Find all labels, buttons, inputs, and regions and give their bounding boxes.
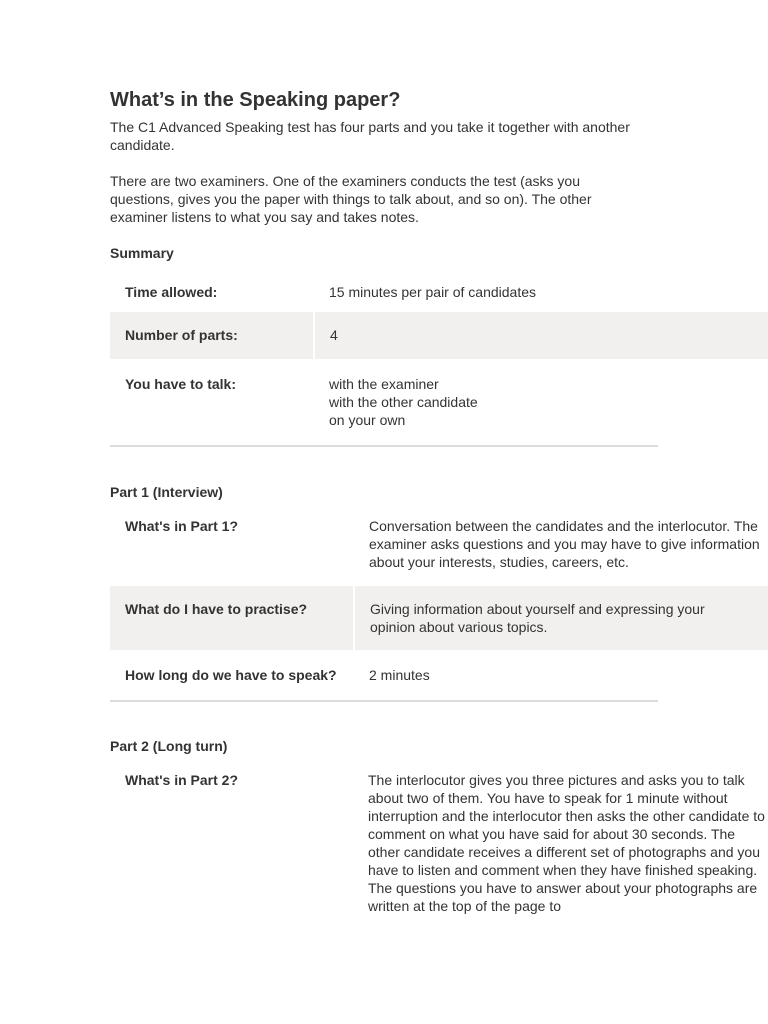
part2-whats-in-value: The interlocutor gives you three pictures and asks you to talk about two of them. You have to speak for 1 minute without interruption and the interlocutor then asks the other candidate to comment on what you have said for about 30 seconds. The other candidate receives a different set of photographs and you have to listen and comment when they have finished speaking. The questions you have to answer about your photographs are written at the top of the page to	[368, 772, 765, 914]
part1-heading: Part 1 (Interview)	[110, 484, 223, 500]
table-row	[110, 650, 768, 700]
part1-whats-in-label: What's in Part 1?	[125, 518, 239, 534]
table-row	[110, 359, 768, 445]
part2-table	[110, 762, 768, 915]
part1-whats-in-value: Conversation between the candidates and the interlocutor. The examiner asks questions and you may have to give information about your interests, studies, careers, etc.	[369, 518, 760, 570]
summary-table	[110, 274, 768, 445]
table-row	[110, 508, 768, 586]
part2-heading: Part 2 (Long turn)	[110, 738, 228, 754]
talk-option: with the other candidate	[329, 394, 478, 410]
time-allowed-label: Time allowed:	[125, 284, 218, 300]
part1-practise-value: Giving information about yourself and expressing your opinion about various topics.	[370, 601, 705, 635]
part1-how-long-label: How long do we have to speak?	[125, 667, 337, 683]
talk-option: on your own	[329, 412, 406, 428]
part1-how-long-value: 2 minutes	[369, 667, 430, 683]
part2-whats-in-label: What's in Part 2?	[125, 772, 239, 788]
you-have-to-talk-label: You have to talk:	[125, 376, 236, 392]
intro-paragraph: The C1 Advanced Speaking test has four parts and you take it together with another candidate.	[110, 119, 630, 153]
number-of-parts-label: Number of parts:	[110, 312, 314, 359]
table-row	[110, 274, 768, 312]
summary-heading: Summary	[110, 245, 174, 261]
talk-option: with the examiner	[329, 376, 439, 392]
divider	[110, 445, 658, 447]
page-title: What’s in the Speaking paper?	[110, 89, 401, 111]
part1-table	[110, 508, 768, 700]
divider	[110, 700, 658, 702]
table-row	[110, 586, 768, 650]
number-of-parts-value: 4	[330, 327, 338, 343]
document-page	[110, 86, 768, 915]
part1-practise-label: What do I have to practise?	[110, 586, 354, 650]
table-row	[110, 762, 768, 915]
time-allowed-value: 15 minutes per pair of candidates	[329, 284, 537, 300]
table-row	[110, 312, 768, 359]
you-have-to-talk-value	[314, 359, 768, 445]
examiners-paragraph: There are two examiners. One of the examiners conducts the test (asks you questions, gives you the paper with things to talk about, and so on). The other examiner listens to what you say and takes notes.	[110, 173, 592, 225]
